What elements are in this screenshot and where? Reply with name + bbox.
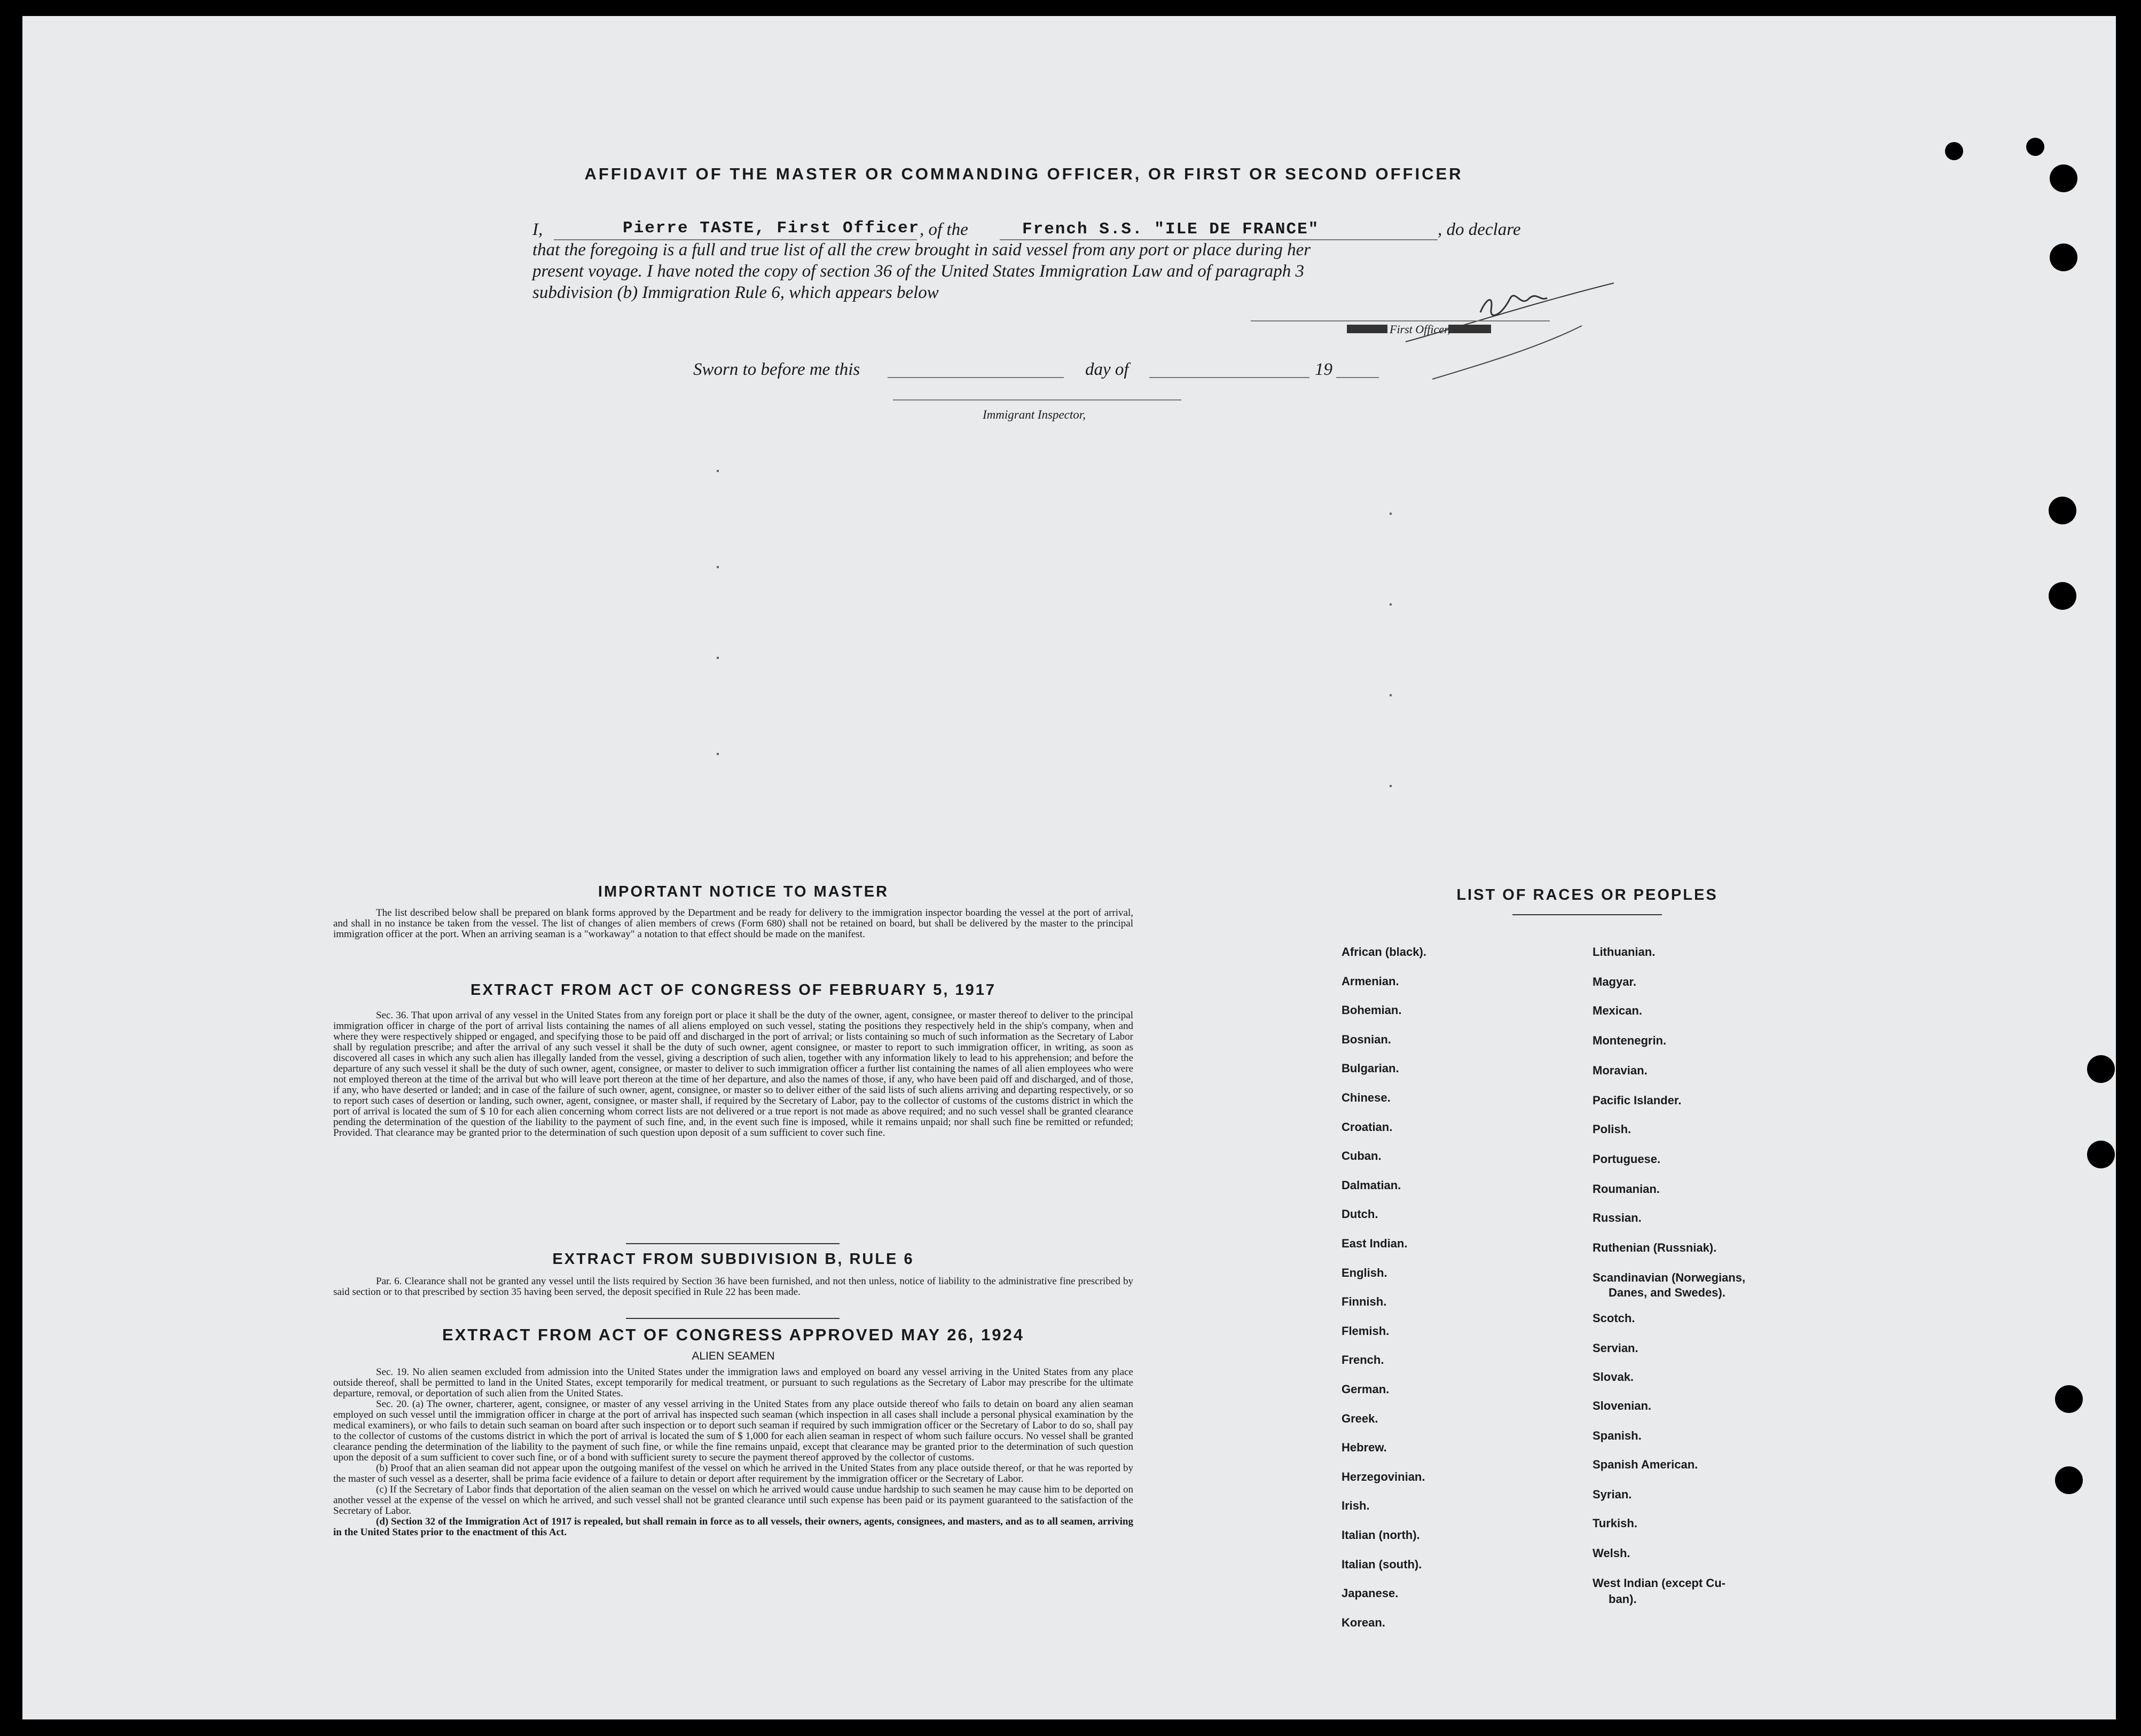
race-item: Japanese. [1342,1586,1399,1600]
race-item: Korean. [1342,1615,1385,1629]
race-item: Finnish. [1342,1295,1387,1309]
vessel-name: French S.S. "ILE DE FRANCE" [1022,220,1320,239]
punch-hole [2050,243,2077,271]
race-item: Mexican. [1593,1004,1642,1017]
faint-mark [1390,694,1392,696]
race-item: Herzegovinian. [1342,1470,1425,1483]
race-item: Bosnian. [1342,1032,1391,1046]
race-item: Bulgarian. [1342,1062,1399,1075]
race-item: Spanish. [1593,1429,1642,1442]
race-item: Scandinavian (Norwegians, [1593,1271,1746,1284]
extract-1917-text: Sec. 36. That upon arrival of any vessel in the United States from any foreign port or place it shall be the duty of the owner, agent, consignee, or master thereof to deliver to the principal immigration officer in charge of the port of arrival lists containing the names of all aliens employed on such vessel, stating the positions they respectively held in the ship's company, when and where they were respectively shipped or engaged, and specifying those to be paid off and discharged in the port of arrival; or lists containing so much of such information as the Secretary of Labor shall by regulation prescribe; and after the arrival of any such vessel it shall be the duty of such owner, agent consignee, or master to report to such immigration officer, in writing, as soon as discovered all cases in which any such alien has illegally landed from the vessel, giving a description of such alien, together with any information likely to lead to his apprehension; and before the departure of any such vessel it shall be the duty of such owner, agent, consignee, or master to deliver to such immigration officer a further list containing the names of all alien employees who were not employed thereon at the time of the arrival but who will leave port thereon at the time of her departure, and also the names of those, if any, who have been paid off and discharged, and of those, if any, who have deserted or landed; and in case of the failure of such owner, agent, consignee, or master so to deliver either of the said lists of such aliens arriving and departing respectively, or so to report such cases of desertion or landing, such owner, agent, consignee, or master shall, if required by the Secretary of Labor, pay to the collector of customs of the customs district in which the port of arrival is located the sum of $ 10 for each alien concerning whom correct lists are not delivered or a true report is not made as above required; and no such vessel shall be granted clearance pending the determination of the question of the liability to the payment of such fine, and, in the event such fine is imposed, while it remains unpaid; nor shall such fine be remitted or refunded; Provided. That clearance may be granted prior to the determination of such question upon deposit of a sum sufficient to cover such fine. [333,1010,1133,1138]
faint-mark [717,657,719,659]
race-item: Roumanian. [1593,1182,1660,1196]
faint-mark [1390,603,1392,606]
race-item: English. [1342,1266,1387,1279]
extract-1924-subtitle: ALIEN SEAMEN [692,1350,775,1362]
section-divider [626,1243,840,1244]
declaration-prefix: I, [532,220,543,239]
sec-19-text: Sec. 19. No alien seamen excluded from admission into the United States under the immigration laws and employed on board any vessel arriving in the United States from any place outside thereof, shall be permitted to land in the United States, except temporarily for medical treatment, or pursuant to such regulations as the Secretary of Labor may prescribe for the ultimate departure, removal, or deportation of such alien from the United States. [333,1366,1133,1399]
race-item: African (black). [1342,945,1426,959]
punch-hole [2049,582,2076,610]
race-item-continued: Danes, and Swedes). [1609,1286,1726,1299]
faint-mark [1390,513,1392,515]
race-item: Welsh. [1593,1546,1630,1560]
faint-mark [717,470,719,472]
race-item: Pacific Islander. [1593,1094,1682,1107]
race-item: Italian (south). [1342,1557,1422,1571]
day-of-text: day of [1085,360,1129,379]
document-page [22,16,2116,1719]
faint-mark [1390,785,1392,787]
race-item: Spanish American. [1593,1458,1698,1471]
race-item: Hebrew. [1342,1441,1387,1455]
faint-mark [717,566,719,568]
sec-20b-text: (b) Proof that an alien seaman did not appear upon the outgoing manifest of the vessel on which he arrived in the United States from any place outside thereof, or that he was reported by the master of such vessel as a deserter, shall be prima facie evidence of a failure to detain or deport after requirement by the immigration officer or the Secretary of Labor. [333,1463,1133,1484]
signature-line [1251,320,1550,321]
notice-title: IMPORTANT NOTICE TO MASTER [598,883,889,900]
extract-1917-title: EXTRACT FROM ACT OF CONGRESS OF FEBRUARY 5, 1917 [470,981,997,999]
do-declare-text: , do declare [1438,220,1521,239]
punch-hole [2055,1466,2083,1494]
race-item: Italian (north). [1342,1528,1420,1542]
punch-hole [2026,138,2044,156]
declaration-line: subdivision (b) Immigration Rule 6, which appears below [532,283,939,302]
of-the-text: , of the [920,220,968,239]
extract-1924-title: EXTRACT FROM ACT OF CONGRESS APPROVED MAY 26, 1924 [442,1325,1024,1344]
races-title: LIST OF RACES OR PEOPLES [1456,886,1718,904]
race-item: Moravian. [1593,1064,1648,1077]
race-item: Irish. [1342,1499,1370,1513]
races-divider [1512,914,1662,915]
punch-hole [1945,142,1963,160]
affidavit-title: AFFIDAVIT OF THE MASTER OR COMMANDING OFFICER, OR FIRST OR SECOND OFFICER [584,164,1463,183]
sworn-text: Sworn to before me this [693,360,860,379]
race-item: Dalmatian. [1342,1178,1401,1192]
race-item: Russian. [1593,1211,1642,1224]
race-item: Lithuanian. [1593,945,1656,959]
race-item: Slovenian. [1593,1399,1652,1412]
sec-20d-text: (d) Section 32 of the Immigration Act of 1917 is repealed, but shall remain in force as to all vessels, their owners, agents, consignees, and masters, and as to all seamen, arriving in the United States prior to the enactment of this Act. [333,1516,1133,1538]
punch-hole [2087,1055,2115,1083]
sworn-day-line [888,377,1064,378]
race-item: Chinese. [1342,1091,1391,1104]
punch-hole [2049,497,2076,524]
race-item: Servian. [1593,1341,1638,1355]
sec-20c-text: (c) If the Secretary of Labor finds that deportation of the alien seaman on the vessel on which he arrived would cause undue hardship to such seamen he may cause him to be deported on another vessel at the expense of the vessel on which he arrived, and such vessel shall not be granted clearance until such expense has been paid or its payment guaranteed to the satisfaction of the Secretary of Labor. [333,1484,1133,1517]
race-item: Montenegrin. [1593,1034,1667,1047]
extract-1924-text [333,1367,1133,1538]
sec-20a-text: Sec. 20. (a) The owner, charterer, agent, consignee, or master of any vessel arriving in the United States from any place outside thereof who fails to detain on board any alien seaman employed on such vessel until the immigration officer in charge at the port of arrival has inspected such seaman (which inspection in all cases shall include a personal physical examination by the medical examiners), or who fails to detain such seaman on board after such inspection or to deport such seaman if required by such immigration officer or the Secretary of Labor to do so, shall pay to the collector of customs of the customs district in which the port of arrival is located the sum of $ 1,000 for each alien seaman in respect of whom such failure occurs. No vessel shall be granted clearance pending the determination of the liability to the payment of such fine, or while the fine remains unpaid, except that clearance may be granted prior to the determination of such question upon the deposit of a sum sufficient to cover such fine, or of a bond with sufficient surety to secure the payment thereof approved by the collector of customs. [333,1399,1133,1463]
race-item: Slovak. [1593,1370,1634,1384]
inspector-line [893,399,1181,400]
section-divider [626,1318,840,1319]
inspector-caption: Immigrant Inspector, [983,408,1086,421]
race-item: Bohemian. [1342,1003,1402,1017]
race-item: Magyar. [1593,975,1636,988]
race-item: Croatian. [1342,1120,1393,1134]
race-item: Ruthenian (Russniak). [1593,1241,1717,1254]
race-item: Syrian. [1593,1488,1632,1501]
notice-text: The list described below shall be prepared on blank forms approved by the Department and be ready for delivery to the immigration inspector boarding the vessel at the port of arrival, and shall in no instance be taken from the vessel. The list of changes of alien members of crews (Form 680) shall not be retained on board, but shall be delivered by the master to the principal immigration officer at the port. When an arriving seaman is a "workaway" a notation to that effect should be made on the manifest. [333,907,1133,940]
race-item: Cuban. [1342,1149,1382,1163]
punch-hole [2055,1385,2083,1413]
race-item: East Indian. [1342,1237,1408,1250]
sworn-year-line [1336,377,1379,378]
signature-caption: First Officer, [1390,323,1450,336]
punch-hole [2087,1141,2115,1168]
extract-rule6-title: EXTRACT FROM SUBDIVISION B, RULE 6 [552,1251,914,1268]
declaration-line: that the foregoing is a full and true list of all the crew brought in said vessel from any port or place during her [532,240,1311,260]
struck-text [1347,325,1387,333]
sworn-month-line [1149,377,1309,378]
struck-text [1448,325,1491,333]
faint-mark [717,753,719,755]
race-item: Polish. [1593,1122,1632,1136]
race-item: Dutch. [1342,1207,1378,1221]
race-item: West Indian (except Cu- [1593,1576,1726,1590]
officer-name: Pierre TASTE, First Officer [623,219,920,238]
race-item: German. [1342,1382,1390,1396]
race-item-continued: ban). [1609,1592,1637,1606]
race-item: Flemish. [1342,1324,1390,1338]
race-item: Scotch. [1593,1311,1635,1325]
extract-rule6-text: Par. 6. Clearance shall not be granted any vessel until the lists required by Section 36 have been furnished, and not then unless, notice of liability to the administrative fine prescribed by said section or to that prescribed by section 35 having been served, the deposit specified in Rule 22 has been made. [333,1276,1133,1298]
race-item: Portuguese. [1593,1152,1661,1166]
race-item: Turkish. [1593,1517,1637,1530]
race-item: French. [1342,1353,1384,1367]
race-item: Greek. [1342,1411,1378,1425]
race-item: Armenian. [1342,974,1399,988]
punch-hole [2050,164,2077,192]
year-text: 19 [1315,360,1332,379]
declaration-line: present voyage. I have noted the copy of section 36 of the United States Immigration Law and of paragraph 3 [532,262,1305,281]
